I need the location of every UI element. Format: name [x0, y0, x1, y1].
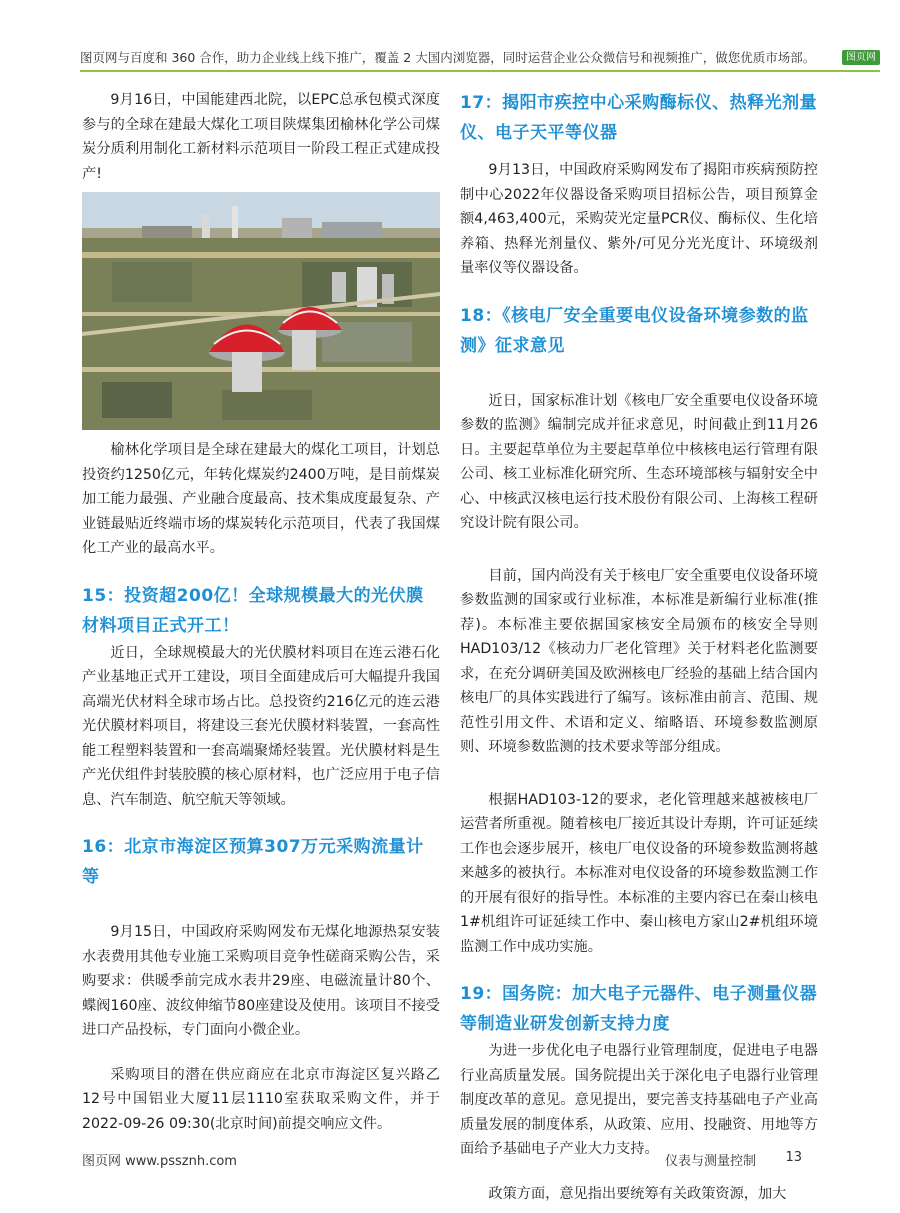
section-heading-17: 17：揭阳市疾控中心采购酶标仪、热释光剂量仪、电子天平等仪器: [460, 93, 818, 143]
paragraph: 采购项目的潜在供应商应在北京市海淀区复兴路乙12号中国铝业大厦11层1110室获取采购文件，并于2022-09-26 09:30(北京时间)前提交响应文件。: [82, 1066, 440, 1132]
paragraph: 9月16日，中国能建西北院，以EPC总承包模式深度参与的全球在建最大煤化工项目陕煤集团榆林化学公司煤炭分质利用制化工新材料示范项目一阶段工程正式建成投产!: [82, 92, 440, 182]
site-logo: 图页网: [842, 50, 880, 65]
coal-chemical-plant-photo: [82, 192, 440, 430]
paragraph: 目前，国内尚没有关于核电厂安全重要电仪设备环境参数监测的国家或行业标准，本标准是新编行业标准(推荐)。本标准主要依据国家核安全局颁布的核安全导则HAD103/12《核动力厂老化管理》关于材料老化监测要求，在充分调研美国及欧洲核电厂经验的基础上结合国内核电厂的具体实践进行了编写。该标准由前言、范围、规范性引用文件、术语和定义、缩略语、环境参数监测原则、环境参数监测的技术要求等部分组成。: [460, 567, 818, 755]
section-heading-15: 15：投资超200亿！全球规模最大的光伏膜材料项目正式开工！: [82, 585, 424, 636]
top-banner: [80, 48, 880, 72]
right-column: [460, 88, 818, 1206]
footer-magazine: 仪表与测量控制: [664, 1154, 756, 1169]
banner-text: 图页网与百度和 360 合作，助力企业线上线下推广，覆盖 2 大国内浏览器，同时运营企业公众微信号和视频推广，做您优质市场部。: [80, 50, 816, 65]
section-heading-19: 19：国务院：加大电子元器件、电子测量仪器等制造业研发创新支持力度: [460, 984, 818, 1034]
section-heading-16: 16：北京市海淀区预算307万元采购流量计等: [82, 837, 424, 887]
paragraph: 9月13日，中国政府采购网发布了揭阳市疾病预防控制中心2022年仪器设备采购项目招标公告，项目预算金额4,463,400元，采购荧光定量PCR仪、酶标仪、生化培养箱、热释光剂量仪、紫外/可见分光光度计、环境级剂量率仪等仪器设备。: [460, 162, 818, 276]
paragraph: 近日，全球规模最大的光伏膜材料项目在连云港石化产业基地正式开工建设，项目全面建成后可大幅提升我国高端光伏材料全球市场占比。总投资约216亿元的连云港光伏膜材料项目，将建设三套光伏膜材料装置，一套高性能工程塑料装置和一套高端聚烯烃装置。光伏膜材料是生产光伏组件封装胶膜的核心原材料，也广泛应用于电子信息、汽车制造、航空航天等领域。: [82, 644, 440, 808]
section-heading-18: 18：《核电厂安全重要电仪设备环境参数的监测》征求意见: [460, 305, 809, 356]
paragraph: 近日，国家标准计划《核电厂安全重要电仪设备环境参数的监测》编制完成并征求意见，时间截止到11月26日。主要起草单位为主要起草单位中核核电运行管理有限公司、核工业标准化研究所、生态环境部核与辐射安全中心、中核武汉核电运行技术股份有限公司、上海核工程研究设计院有限公司。: [460, 392, 818, 531]
paragraph: 根据HAD103-12的要求，老化管理越来越被核电厂运营者所重视。随着核电厂接近其设计寿期，许可证延续工作也会逐步展开，核电厂电仪设备的环境参数监测将越来越多的被执行。本标准对电仪设备的环境参数监测工作的开展有很好的指导性。本标准的主要内容已在秦山核电1#机组许可证延续工作中、秦山核电方家山2#机组环境监测工作中成功实施。: [460, 791, 818, 955]
paragraph: 为进一步优化电子电器行业管理制度，促进电子电器行业高质量发展。国务院提出关于深化电子电器行业管理制度改革的意见。意见提出，要完善支持基础电子产业高质量发展的制度体系，从政策、应用、投融资、用地等方面给予基础电子产业大力支持。: [460, 1043, 818, 1157]
paragraph: 政策方面，意见指出要统筹有关政策资源，加大: [488, 1185, 787, 1202]
page-number: 13: [785, 1150, 802, 1165]
paragraph: 榆林化学项目是全球在建最大的煤化工项目，计划总投资约1250亿元，年转化煤炭约2400万吨，是目前煤炭加工能力最强、产业融合度最高、技术集成度最复杂、产业链最贴近终端市场的煤炭转化示范项目，代表了我国煤化工产业的最高水平。: [82, 442, 440, 556]
paragraph: 9月15日，中国政府采购网发布无煤化地源热泵安装水表费用其他专业施工采购项目竞争性磋商采购公告，采购要求：供暖季前完成水表井29座、电磁流量计80个、蝶阀160座、波纹伸缩节80座建设及使用。该项目不接受进口产品投标，专门面向小微企业。: [82, 924, 440, 1038]
page-footer: [82, 1150, 818, 1172]
left-column: [82, 88, 440, 1136]
footer-site: 图页网 www.pssznh.com: [82, 1154, 237, 1169]
